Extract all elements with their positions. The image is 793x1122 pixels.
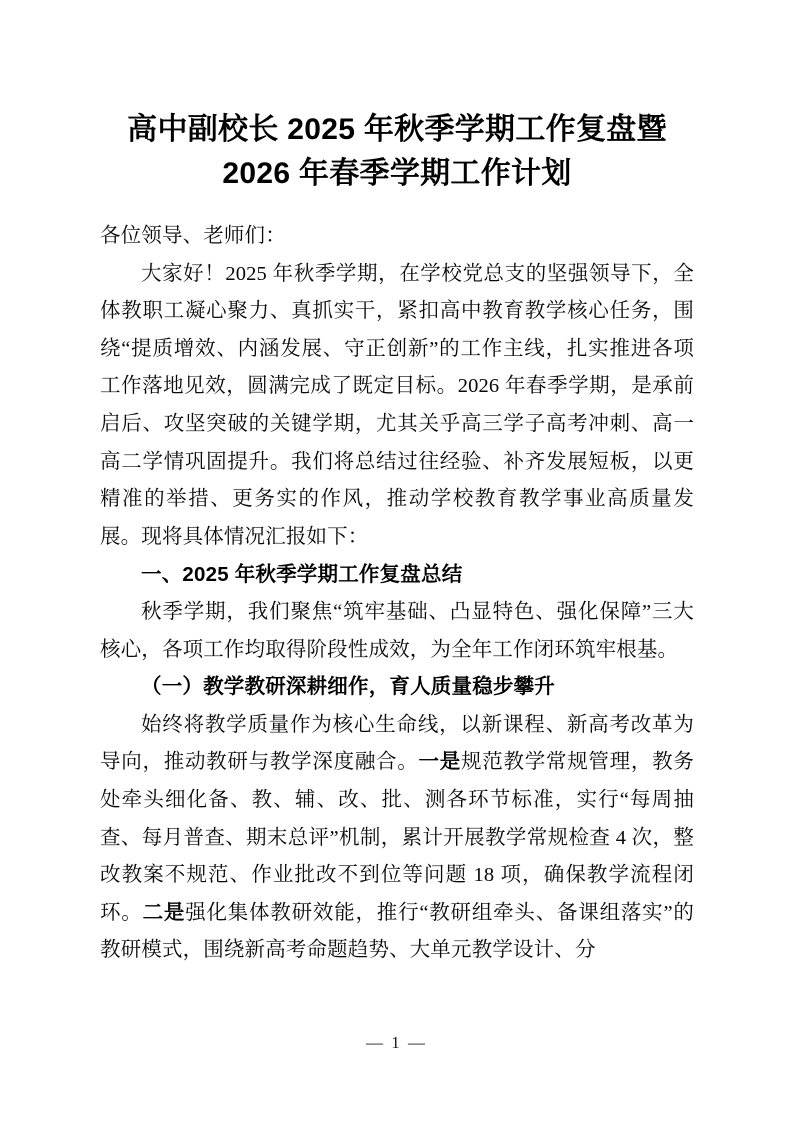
document-body: [100, 218, 694, 970]
subsection-one-text-part-2: 规范教学常规管理，教务处牵头细化备、教、辅、改、批、测各环节标准，实行“每周抽查、每月普查、期末总评”机制，累计开展教学常规检查 4 次，整改教案不规范、作业批改不到位等问题 18 项，确保教学流程闭环。: [100, 751, 695, 924]
inline-emphasis-second-point: 二是: [142, 901, 186, 924]
document-content: [100, 0, 694, 970]
page-number: — 1 —: [366, 1033, 427, 1052]
subsection-one-text-part-3: 强化集体教研效能，推行“教研组牵头、备课组落实”的教研模式，围绕新高考命题趋势、大单元教学设计、分: [100, 901, 694, 962]
section-one-intro-paragraph: 秋季学期，我们聚焦“筑牢基础、凸显特色、强化保障”三大核心，各项工作均取得阶段性成效，为全年工作闭环筑牢根基。: [100, 600, 694, 661]
subsection-one-paragraph: [100, 707, 694, 970]
subsection-one-text-part-1: 始终将教学质量作为核心生命线，以新课程、新高考改革为导向，推动教研与教学深度融合。: [100, 713, 694, 774]
section-heading-one: 一、2025 年秋季学期工作复盘总结: [141, 563, 463, 587]
page-title-line-1: 高中副校长 2025 年秋季学期工作复盘暨: [127, 113, 667, 146]
subsection-heading-one: （一）教学教研深耕细作，育人质量稳步攀升: [141, 676, 555, 699]
opening-paragraph: 大家好！2025 年秋季学期，在学校党总支的坚强领导下，全体教职工凝心聚力、真抓实干，紧扣高中教育教学核心任务，围绕“提质增效、内涵发展、守正创新”的工作主线，扎实推进各项工作落地见效，圆满完成了既定目标。2026 年春季学期，是承前启后、攻坚突破的关键学期，尤其关乎高三学子高考冲刺、高一高二学情巩固提升。我们将总结过往经验、补齐发展短板，以更精准的举措、更务实的作风，推动学校教育教学事业高质量发展。现将具体情况汇报如下：: [100, 262, 694, 548]
page-footer: [0, 1032, 793, 1054]
salutation: 各位领导、老师们：: [100, 225, 286, 247]
page-title: [100, 0, 694, 196]
page-title-line-2: 2026 年春季学期工作计划: [222, 157, 572, 190]
inline-emphasis-first-point: 一是: [418, 751, 462, 774]
